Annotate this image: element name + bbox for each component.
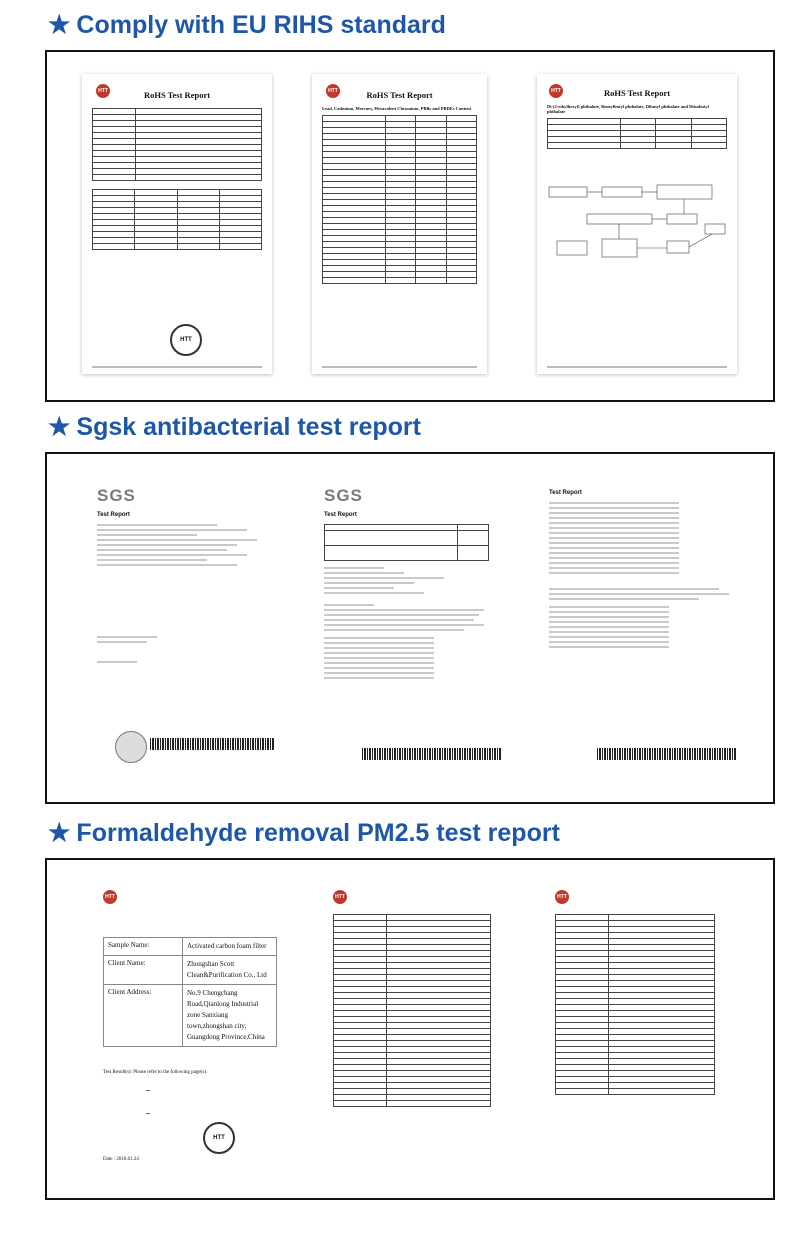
client-address-value: No.9 Chengchang Road,Qianlong Industrial zone Sanxiang town,zhongshan city, Guangdong Province,China <box>187 989 265 1041</box>
htt-logo: HTT <box>555 890 569 904</box>
pm25-report-page-3 <box>547 882 725 1177</box>
sample-name-value: Activated carbon foam filter <box>187 942 267 950</box>
sgs-text-block <box>97 524 263 566</box>
sgs-report-page-1 <box>75 476 285 776</box>
test-report-label: Test Report <box>324 512 357 518</box>
test-report-label: Test Report <box>97 512 130 518</box>
client-name-value: Zhongshan Scott Clean&Purification Co., Ltd <box>187 960 267 979</box>
report-date: Date : 2018.01.24 <box>103 1157 139 1162</box>
rohs-report-page-1 <box>82 74 272 374</box>
signature-1: ~ <box>145 1087 151 1095</box>
star-icon: ★ <box>48 819 71 847</box>
htt-logo: HTT <box>333 890 347 904</box>
pm25-panel <box>45 858 775 1200</box>
rohs-title: RoHS Test Report <box>366 90 433 100</box>
sgs-report-page-3 <box>527 476 752 776</box>
sgs-panel <box>45 452 775 804</box>
process-flowchart <box>547 179 727 274</box>
msds-table <box>333 914 491 1107</box>
star-icon: ★ <box>48 11 71 39</box>
rohs-subtitle: Lead, Cadmium, Mercury, Hexavalent Chromium, PBBs and PBDEs Content <box>322 106 472 111</box>
rohs-report-page-2 <box>312 74 487 374</box>
htt-logo: HTT <box>549 84 563 98</box>
htt-stamp: HTT <box>170 324 202 356</box>
htt-logo: HTT <box>96 84 110 98</box>
sgs-seal <box>115 731 147 763</box>
barcode <box>362 748 502 760</box>
signature-block <box>97 636 263 663</box>
sample-info-table: Sample Name: Activated carbon foam filter Client Name: Zhongshan Scott Clean&Purification Co., Ltd Client Address: No.9 Chengchang Road,Qianlong Industrial zone Sanxiang town,zhongshan city, Guangdong Province,China <box>103 937 277 1047</box>
phthalate-table <box>547 118 727 149</box>
footer-line <box>322 366 477 368</box>
pm25-report-page-1 <box>95 882 285 1177</box>
sgs-logo: SGS <box>97 486 136 505</box>
sgs-text-block <box>324 567 490 679</box>
sgs-result-table <box>324 524 489 561</box>
barcode <box>597 748 737 760</box>
barcode <box>150 738 275 750</box>
sgs-text-block <box>549 502 730 648</box>
section-heading-rohs: ★ Comply with EU RIHS standard <box>48 11 446 39</box>
pm25-report-page-2 <box>325 882 500 1177</box>
footer-line <box>547 366 727 368</box>
results-table <box>322 115 477 284</box>
htt-stamp: HTT <box>203 1122 235 1154</box>
footer-line <box>92 366 262 368</box>
msds-table <box>555 914 715 1095</box>
rohs-subtitle: Di-(2-ethylhexyl) phthalate, Benzylbutyl phthalate, Dibutyl phthalate and Diisobutyl phthalate <box>547 104 709 114</box>
htt-logo: HTT <box>326 84 340 98</box>
rohs-report-page-3 <box>537 74 737 374</box>
sgs-report-page-2 <box>302 476 512 776</box>
star-icon: ★ <box>48 413 71 441</box>
rohs-title: RoHS Test Report <box>603 88 671 98</box>
section-heading-pm25: ★ Formaldehyde removal PM2.5 test report <box>48 819 560 847</box>
applicant-table <box>92 108 262 181</box>
test-result-note: Test Result(s): Please refer to the following page(s). <box>103 1070 208 1075</box>
sgs-logo: SGS <box>324 486 363 505</box>
signature-2: ~ <box>145 1110 151 1118</box>
test-report-label: Test Report <box>549 490 582 496</box>
rohs-title: RoHS Test Report <box>143 90 211 100</box>
rohs-panel <box>45 50 775 402</box>
section-heading-sgs: ★ Sgsk antibacterial test report <box>48 413 421 441</box>
htt-logo: HTT <box>103 890 117 904</box>
test-method-table <box>92 189 262 250</box>
